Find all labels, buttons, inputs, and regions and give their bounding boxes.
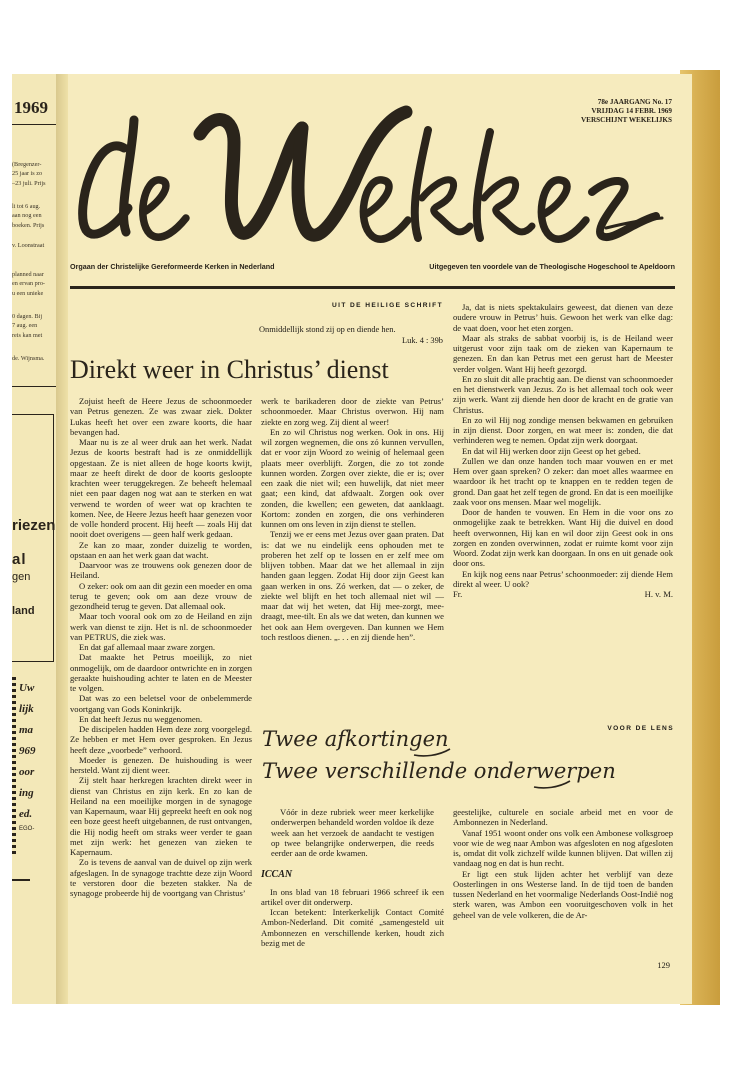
prev-page-rule xyxy=(12,879,30,881)
paragraph: En dat wil Hij werken door zijn Geest op het gebed. xyxy=(462,445,641,456)
prev-page-sidebar-small: EGO- xyxy=(19,826,35,832)
prev-page-box-word: gen xyxy=(12,571,31,583)
paragraph: Zij stelt haar herkregen krachten direkt weer in dienst van Christus en zijn kerk. En zo kan de Heiland na een moeilijke morgen in de synagoge van Kapernaum, waar Hij gepreekt heeft en ook nog een boze geest heeft uitgebannen, de rust ontvangen, die Hij nodig heeft om straks weer verder te gaan met zijn werk: het genezen van zieken te Kapernaum. xyxy=(70,775,252,857)
article1-column-3 xyxy=(453,302,673,599)
paragraph: Daarvoor was ze trouwens ook genezen door de Heiland. xyxy=(70,560,252,581)
prev-page-box-word: al xyxy=(12,551,27,568)
signature-left: Fr. xyxy=(453,589,463,599)
signature xyxy=(453,589,673,599)
title-flourish xyxy=(412,745,452,759)
logo-artwork xyxy=(66,90,666,258)
section-label-voor-de-lens: VOOR DE LENS xyxy=(607,725,674,732)
paragraph: Iccan betekent: Interkerkelijk Contact Comité Ambon-Nederland. Dit comité „samengesteld uit Ambonnezen en verschillende kerken, houdt zich bezig met de xyxy=(261,907,444,948)
paragraph: O zeker: ook om aan dit gezin een moeder en oma terug te geven; ook om aan deze vrouw de gezondheid terug te geven. Dat allemaal ook. xyxy=(70,580,252,611)
masthead-subtitle-left: Orgaan der Christelijke Gereformeerde Kerken in Nederland xyxy=(70,262,275,271)
paragraph: Ze kan zo maar, zonder duizelig te worden, opstaan en aan het werk gaan dat wacht. xyxy=(70,539,252,560)
prev-page-box xyxy=(12,414,54,662)
article1-column-2 xyxy=(261,396,444,642)
prev-page-sidebar-text: Uw lijk ma 969 oor ing ed. xyxy=(19,682,36,820)
paragraph: geestelijke, culturele en sociale arbeid met en voor de Ambonnezen in Nederland. xyxy=(453,807,673,828)
section-label-uit-de-heilige-schrift: UIT DE HEILIGE SCHRIFT xyxy=(331,302,443,309)
title-flourish xyxy=(532,777,572,791)
prev-page-snippet-f: de. Wijnsma. xyxy=(12,355,45,362)
paragraph: Zo is tevens de aanval van de duivel op zijn werk afgeslagen. In de synagoge trachtte deze zijn Woord te verstoren door die bezeten stakker. Na de synagoge probeerde hij de voortgang van Christus’ xyxy=(70,857,252,898)
signature-author: H. v. M. xyxy=(644,589,673,599)
prev-page-snippet-d: planned naar en ervan pro- u een unieke xyxy=(12,271,45,297)
article-title: Direkt weer in Christus’ dienst xyxy=(70,355,389,384)
prev-page-rule xyxy=(12,386,56,387)
prev-page-snippet-b: li tot 6 aug. aan nog een boeken. Prijs xyxy=(12,203,45,229)
paragraph: En kijk nog eens naar Petrus’ schoonmoeder: zij diende Hem direkt al weer. U ook? xyxy=(453,568,673,589)
article2-intro: Vóór in deze rubriek weer meer kerkelijke onderwerpen behandeld worden voldoe ik deze week aan het verzoek de aandacht te vestigen op twee belangrijke onderwerpen, die reeds eerder aan de orde kwamen. xyxy=(271,807,434,858)
article2-title xyxy=(262,727,616,797)
paragraph: Door de handen te vouwen. En Hem in die voor ons zo onmogelijke zaak te betrekken. Want Hij die duivel en dood heeft overwonnen, Hij kan en wil door zijn Geest ook in ons zorgen en zonden overwinnen, zodat er ruimte komt voor zijn Woord. Zodat zijn werk kan doorgaan. In ons en uit genade ook door ons. xyxy=(453,507,673,569)
prev-page-rule xyxy=(12,124,62,125)
paragraph: Er ligt een stuk lijden achter het verblijf van deze Oosterlingen in ons Westerse land. In de tijd toen de banden tussen Nederland en het voormalige Nederlands Oost-Indië nog sterk waren, was Ambon een vooruitgeschoven volk in het geheel van de vele volkeren, die de Ar- xyxy=(453,868,673,920)
page-number: 129 xyxy=(657,960,670,970)
article1-column-1 xyxy=(70,396,252,898)
paragraph: Maar nu is ze al weer druk aan het werk. Nadat Jezus de koorts bestraft had is ze onmiddellijk opgestaan. Ze is niet alleen de hoge koorts kwijt, maar ze heeft direkt de door de koorts gesloopte krachten weer teruggekregen. Ze beheeft helemaal niet een paar dagen nog wat aan te sterken en wat verwend te worden of weer wat op krachten te komen. Nee, de Heere Jezus heeft haar genezen voor de volle honderd procent. Hij heeft — zoals Hij dat nooit doet overigens — geen half werk gedaan. xyxy=(70,437,252,540)
paragraph: Vanaf 1951 woont onder ons volk een Ambonese volksgroep voor wie de weg naar Ambon was afgesloten en nog afgesloten is, omdat dit volk zichzelf wilde kunnen blijven. Dat willen zij vandaag nog en dat is hun recht. xyxy=(453,827,673,869)
paragraph: werk te barikaderen door de ziekte van Petrus’ schoonmoeder. Maar Christus overwon. Hij nam ziekte en zorg weg. Zij dient al weer! xyxy=(261,396,444,427)
paragraph: In ons blad van 18 februari 1966 schreef ik een artikel over dit onderwerp. xyxy=(261,886,444,907)
epigraph-reference: Luk. 4 : 39b xyxy=(402,336,443,345)
paragraph: Zullen we dan onze handen toch maar vouwen en er met Hem over gaan spreken? O zeker: dan moet alles waarmee en waardoor ik het tracht op te knappen en te redden tegen de grond. Dan gaat het zelf tegen de grond. En dat is een moeilijke zaak voor ons mensen. Maar wel mogelijk. xyxy=(453,455,673,507)
prev-page-box-word: riezen xyxy=(12,517,56,534)
epigraph-text: Onmiddellijk stond zij op en diende hen. xyxy=(259,325,396,334)
article2-column-2 xyxy=(261,807,444,948)
issue-frequency: VERSCHIJNT WEKELIJKS xyxy=(580,116,672,125)
paragraph: De discipelen hadden Hem deze zorg voorgelegd. Ze hebben er met Hem over gesproken. En Jezus heeft deze „voorbede” verhoord. xyxy=(70,724,252,755)
paragraph: En zo sluit dit alle prachtig aan. De dienst van schoonmoeder en het dienstwerk van Jezus. Zo is het allemaal toch ook weer zijn werk. Want zij diende hen door de kracht en de gratie van Christus. xyxy=(453,373,673,415)
prev-page-snippet-c: v. Loonstraat xyxy=(12,242,45,249)
article2-column-3 xyxy=(453,807,673,920)
article2-subheading: ICCAN xyxy=(261,869,293,881)
prev-page-snippet-e: 0 dagen. Bij 7 aug. een reis kan met xyxy=(12,313,43,339)
paragraph: En zo wil Christus nog werken. Ook in ons. Hij wil zorgen wegnemen, die ons zó kunnen vervullen, dat er voor zijn Woord zo weinig of helemaal geen plaats meer overblijft. Zorgen, die zo tot zonde kunnen worden. Zorgen over ziekte, die er is; over een zaak die niet wil; een huwelijk, dat niet meer gaat; een kind, dat afdwaalt. Zorgen ook over zonden, die kwellen; een geweten, dat aanklaagt. Kortom: zonden en zorgen, die ons verhinderen kunnen om ons leven in zijn dienst te stellen. xyxy=(261,426,444,529)
paragraph: En dat heeft Jezus nu weggenomen. xyxy=(79,713,203,724)
paragraph: Zojuist heeft de Heere Jezus de schoonmoeder van Petrus genezen. Ze was zwaar ziek. Dokter Lukas heeft het over een zware koorts, die haar bevangen had. xyxy=(70,396,252,437)
paragraph: En zo wil Hij nog zondige mensen bekwamen en gebruiken in zijn dienst. Door zorgen, en wat meer is: zonden, die dat verhinderen weg te nemen. Opdat zijn werk doorgaat. xyxy=(453,414,673,446)
masthead-logo xyxy=(66,90,666,258)
prev-page-box-word: land xyxy=(12,605,35,617)
masthead-rule xyxy=(70,286,675,289)
prev-page-snippet-a: (Bregenzer- 25 jaar is zo –23 juli. Prijs xyxy=(12,161,46,187)
prev-page-year: 1969 xyxy=(14,98,48,117)
paragraph: Tenzij we er eens met Jezus over gaan praten. Dat is: dat we nu eindelijk eens ophouden met te proberen het zelf op te lossen en er zelf mee om blijven tobben. Maar dat we het allemaal in zijn handen gaan leggen. Zodat Hij door zijn Geest kan gaan werken in ons. Zó werken, dat — o zeker, de ziekte wel blijft en het toch allemaal niet wil — maar dat wij het weten, dat Hij mee-zorgt, mee-draagt, mee-tilt. En als we dat weten, dan kunnen we het ook aan Hem overgeven. Dan kunnen we Hem toch restloos dienen. „. . . en zij diende hen”. xyxy=(261,529,444,642)
paragraph: Dat was zo een beletsel voor de onbelemmerde voortgang van Gods Koninkrijk. xyxy=(70,693,252,714)
issue-volume: 78e JAARGANG No. 17 xyxy=(597,98,672,106)
masthead-subtitle-right: Uitgegeven ten voordele van de Theologische Hogeschool te Apeldoorn xyxy=(429,262,675,271)
prev-page-sidebar xyxy=(12,674,56,854)
paragraph: Moeder is genezen. De huishouding is weer hersteld. Want zij dient weer. xyxy=(70,754,252,775)
previous-page xyxy=(12,74,62,1004)
paragraph: Dat maakte het Petrus moeilijk, zo niet onmogelijk, om de daardoor ontwrichte en in zorgen geraakte huishouding achter te laten en de Meester te volgen. xyxy=(70,652,252,693)
issue-date: VRIJDAG 14 FEBR. 1969 xyxy=(591,107,672,116)
paragraph: Ja, dat is niets spektakulairs geweest, dat dienen van deze oudere vrouw in Petrus’ huis. Gewoon het werk van elke dag: de vaat doen, voor het eten zorgen. xyxy=(453,302,673,333)
paragraph: En dat gaf allemaal maar zware zorgen. xyxy=(79,642,216,652)
epigraph xyxy=(249,324,443,346)
article2-title-line-1: Twee afkortingen xyxy=(262,727,449,751)
paragraph: Maar als straks de sabbat voorbij is, is de Heiland weer uitgerust voor zijn taak om de zieken van Kapernaum te genezen. En dan kan Petrus met een gerust hart de Meester verder volgen. Want Hij heeft gezorgd. xyxy=(453,332,673,374)
paragraph: Maar toch vooral ook om zo de Heiland en zijn werk van dienst te zijn. Het is nl. de schoonmoeder van PETRUS, die ziek was. xyxy=(70,611,252,642)
article2-title-line-2: Twee verschillende onderwerpen xyxy=(262,759,616,783)
prev-page-sidebar-bar xyxy=(12,674,16,854)
